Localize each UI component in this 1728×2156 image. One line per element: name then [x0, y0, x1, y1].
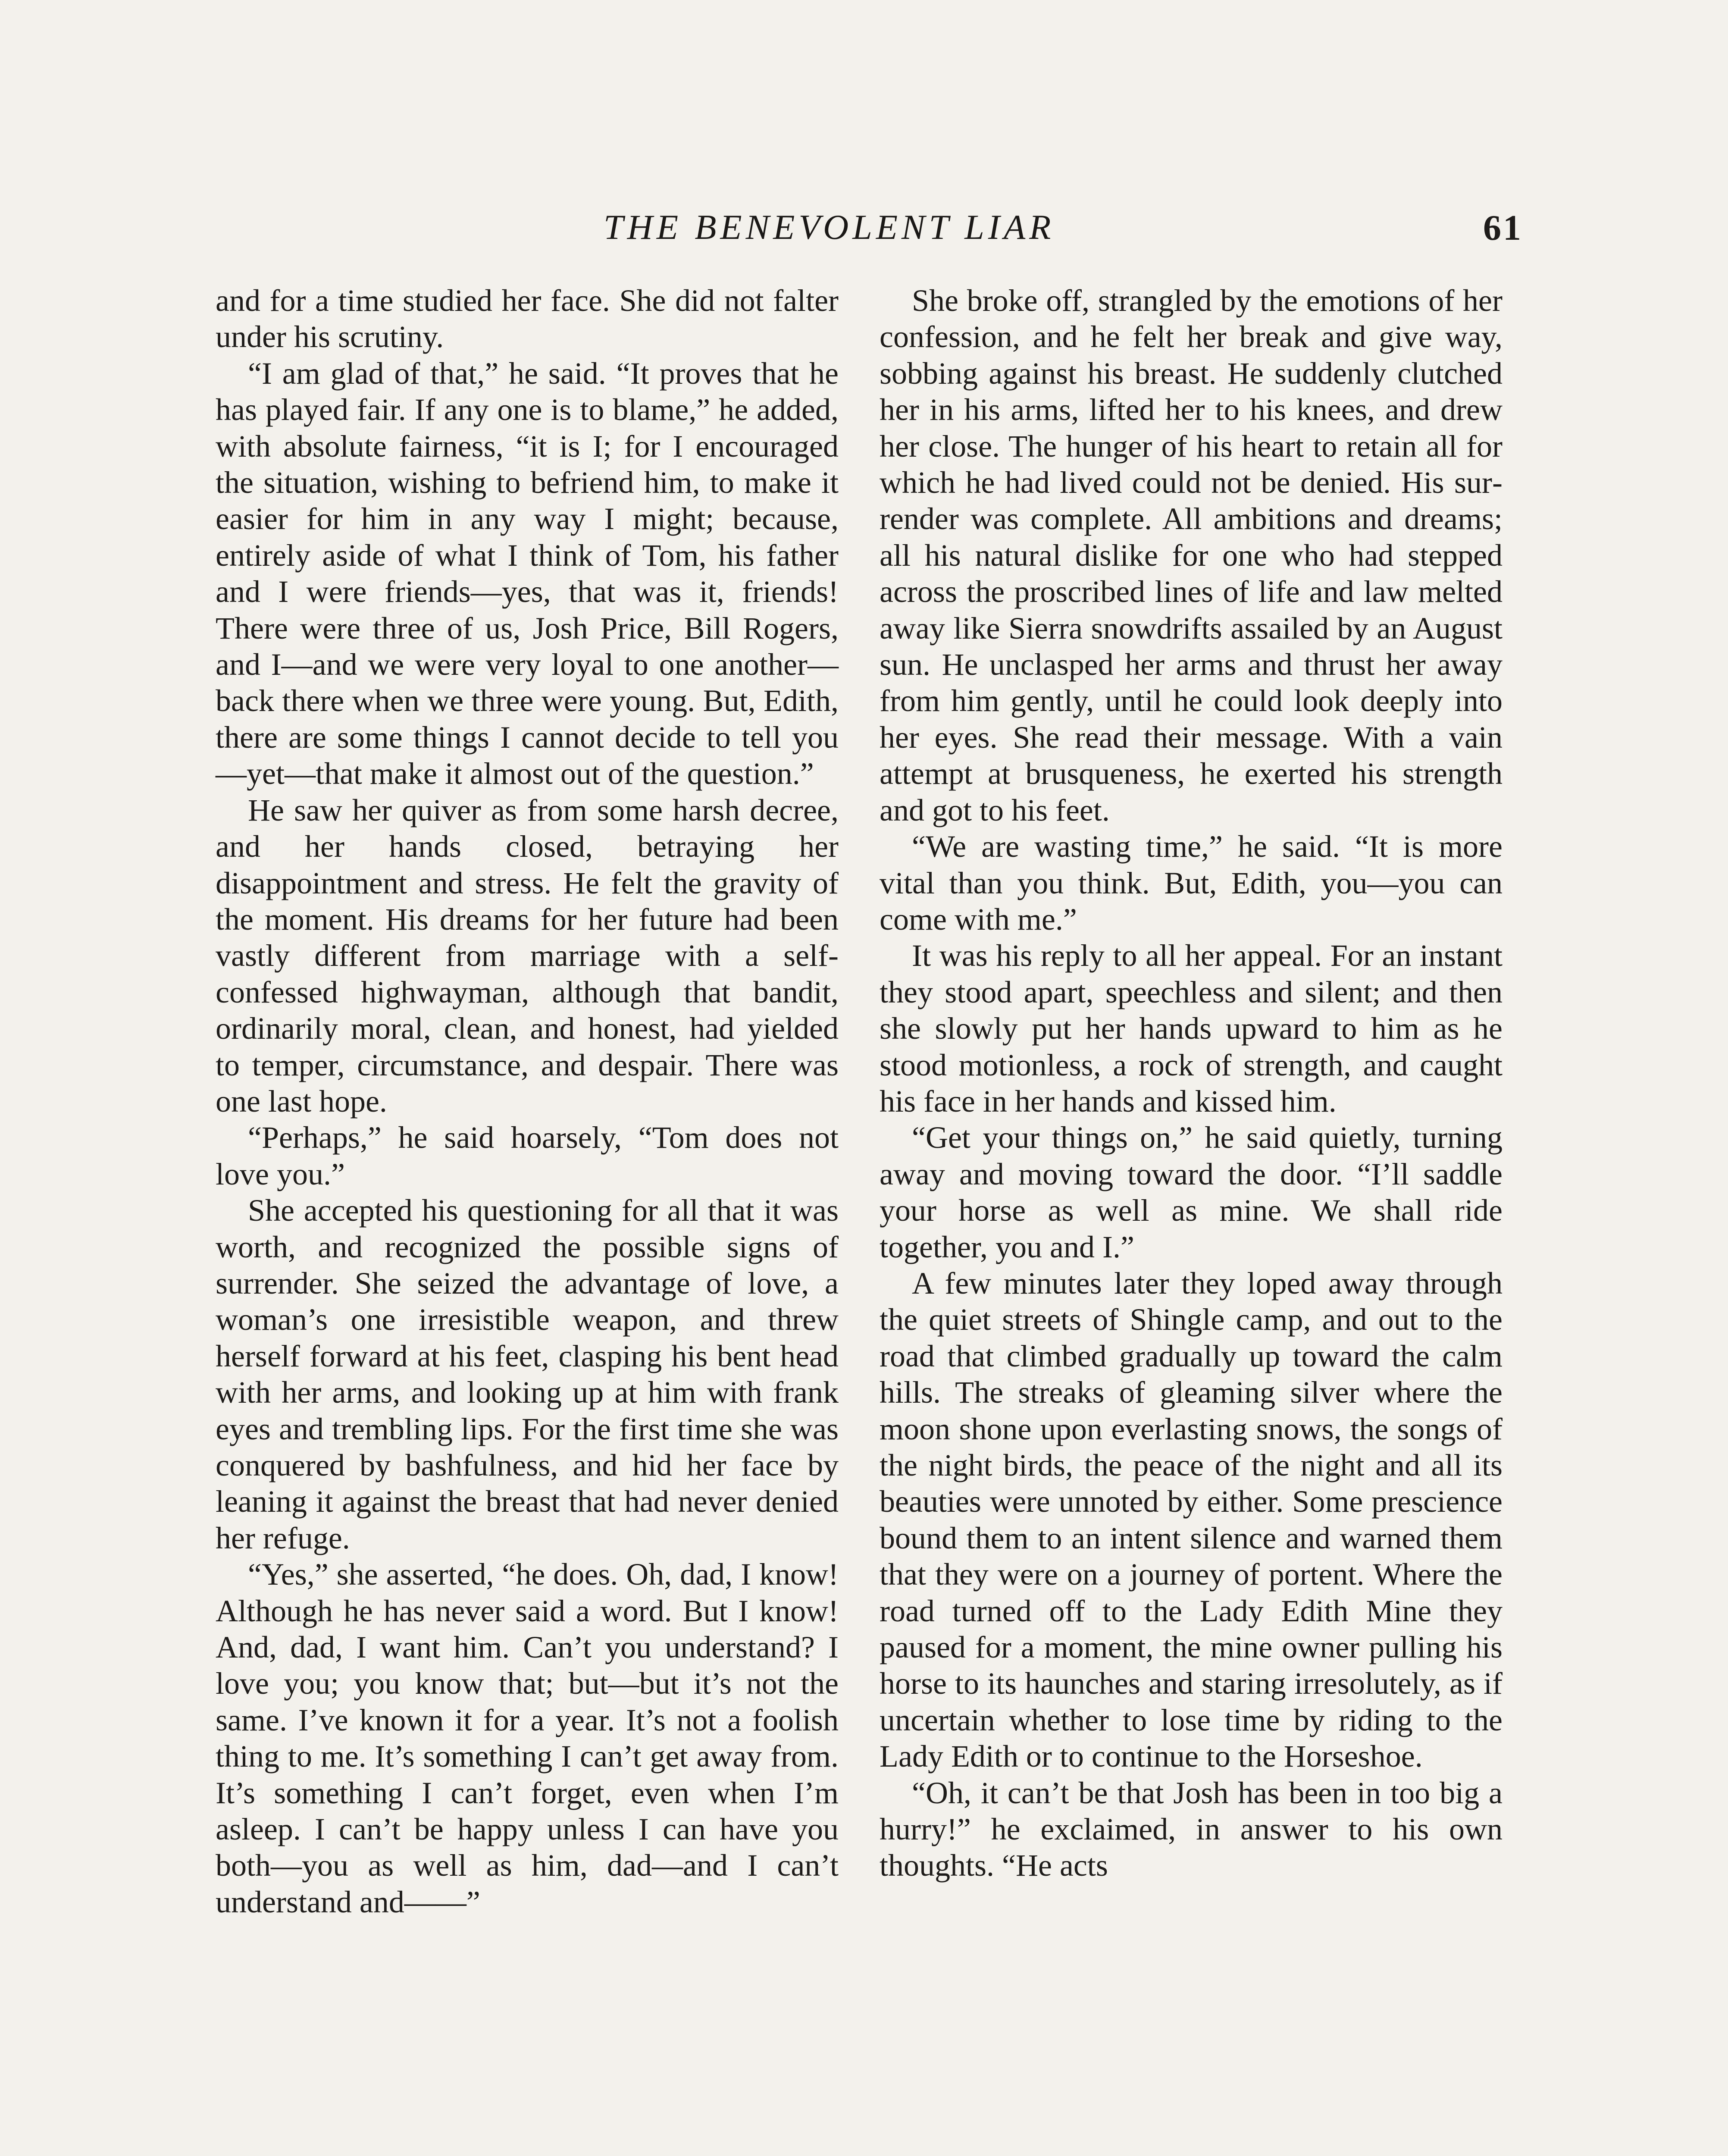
paragraph: and for a time studied her face. She did not falter under his scrutiny.: [216, 283, 839, 354]
paragraph: She broke off, strangled by the emotions of her confession, and he felt her break and give way, sobbing against his breast. He suddenly clutched her in his arms, lifted her to his knees, and drew her close. The hunger of his heart to retain all for which he had lived could not be denied. His surrender was complete. All ambitions and dreams; all his natural dislike for one who had stepped across the proscribed lines of life and law melted away like Sierra snowdrifts assailed by an August sun. He unclasped her arms and thrust her away from him gently, until he could look deeply into her eyes. She read their message. With a vain attempt at brusqueness, he exerted his strength and got to his feet.: [880, 283, 1503, 827]
page-number: 61: [1483, 208, 1523, 248]
running-title: THE BENEVOLENT LIAR: [604, 207, 1055, 247]
paragraph: He saw her quiver as from some harsh decree, and her hands closed, betraying her disappointment and stress. He felt the gravity of the moment. His dreams for her future had been vastly different from marriage with a self-confessed highwayman, although that bandit, ordinarily moral, clean, and honest, had yielded to temper, circumstance, and despair. There was one last hope.: [216, 793, 839, 1119]
paragraph: She accepted his questioning for all that it was worth, and recognized the possible signs of surrender. She seized the advantage of love, a woman’s one irresistible weapon, and threw herself forward at his feet, clasping his bent head with her arms, and looking up at him with frank eyes and trembling lips. For the first time she was conquered by bashfulness, and hid her face by leaning it against the breast that had never denied her refuge.: [216, 1193, 839, 1555]
paragraph: “Get your things on,” he said quietly, turning away and moving toward the door. “I’ll saddle your horse as well as mine. We shall ride together, you and I.”: [880, 1120, 1503, 1264]
paragraph: It was his reply to all her appeal. For an instant they stood apart, speechless and silent; and then she slowly put her hands upward to him as he stood motionless, a rock of strength, and caught his face in her hands and kissed him.: [880, 938, 1503, 1119]
right-text-column: [880, 282, 1503, 1884]
paragraph: “We are wasting time,” he said. “It is more vital than you think. But, Edith, you—you can come with me.”: [880, 829, 1503, 937]
paragraph: “Perhaps,” he said hoarsely, “Tom does not love you.”: [216, 1120, 839, 1191]
paragraph: “Yes,” she asserted, “he does. Oh, dad, I know! Although he has never said a word. But I know! And, dad, I want him. Can’t you understand? I love you; you know that; but—but it’s not the same. I’ve known it for a year. It’s not a foolish thing to me. It’s something I can’t get away from. It’s something I can’t forget, even when I’m asleep. I can’t be happy unless I can have you both—you as well as him, dad—and I can’t understand and——”: [216, 1557, 839, 1919]
left-text-column: [216, 282, 839, 1920]
paragraph: “Oh, it can’t be that Josh has been in too big a hurry!” he exclaimed, in answer to his own thoughts. “He acts: [880, 1775, 1503, 1883]
paragraph: A few minutes later they loped away through the quiet streets of Shingle camp, and out to the road that climbed gradually up toward the calm hills. The streaks of gleaming silver where the moon shone upon everlasting snows, the songs of the night birds, the peace of the night and all its beauties were unnoted by either. Some prescience bound them to an intent silence and warned them that they were on a journey of portent. Where the road turned off to the Lady Edith Mine they paused for a moment, the mine owner pulling his horse to its haunches and staring irresolutely, as if uncertain whether to lose time by riding to the Lady Edith or to continue to the Horseshoe.: [880, 1266, 1503, 1774]
paragraph: “I am glad of that,” he said. “It proves that he has played fair. If any one is to blame,” he added, with absolute fairness, “it is I; for I encouraged the situation, wishing to befriend him, to make it easier for him in any way I might; because, entirely aside of what I think of Tom, his father and I were friends—yes, that was it, friends! There were three of us, Josh Price, Bill Rogers, and I—and we were very loyal to one another—back there when we three were young. But, Edith, there are some things I cannot decide to tell you—yet—that make it almost out of the question.”: [216, 356, 839, 791]
